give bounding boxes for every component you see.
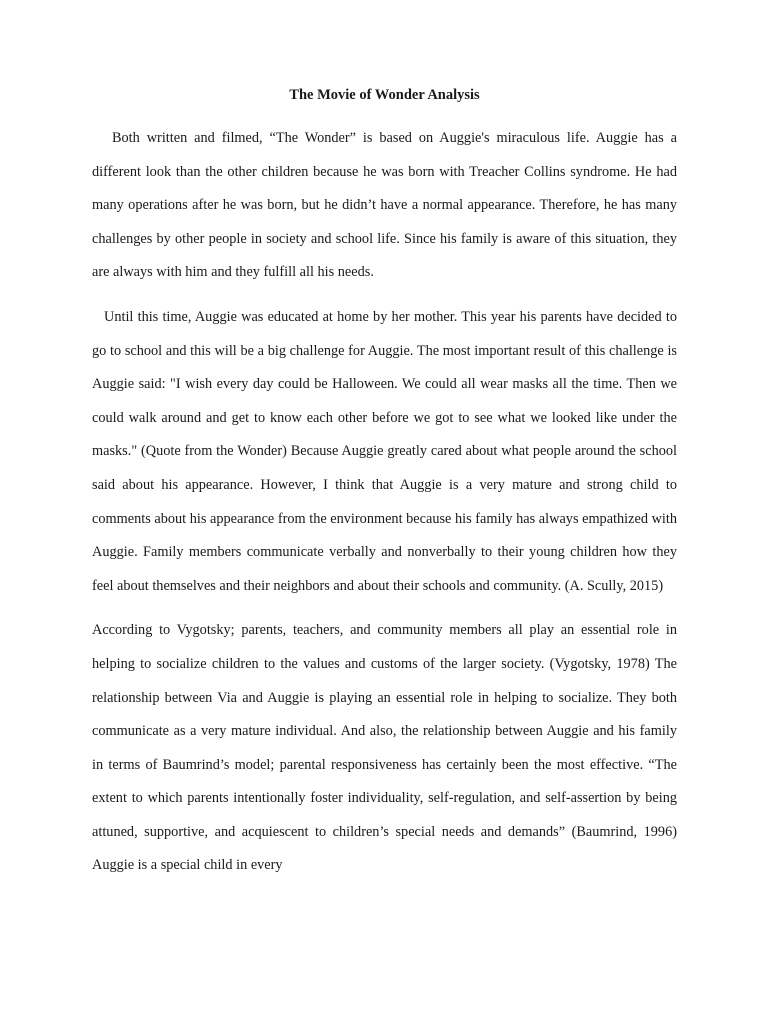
document-title: The Movie of Wonder Analysis [289, 87, 480, 103]
paragraph-2: Until this time, Auggie was educated at home by her mother. This year his parents have decided to go to school and this will be a big challenge for Auggie. The most important result of this challenge is Auggie said: "I wish every day could be Halloween. We could all wear masks all the time. Then we could walk around and get to know each other before we got to see what we looked like under the masks." (Quote from the Wonder) Because Auggie greatly cared about what people around the school said about his appearance. However, I think that Auggie is a very mature and strong child to comments about his appearance from the environment because his family has always empathized with Auggie. Family members communicate verbally and nonverbally to their young children how they feel about themselves and their neighbors and about their schools and community. (A. Scully, 2015) [92, 308, 677, 594]
document-page [92, 80, 677, 894]
paragraph-3: According to Vygotsky; parents, teachers, and community members all play an essential role in helping to socialize children to the values and customs of the larger society. (Vygotsky, 1978) The relationship between Via and Auggie is playing an essential role in helping to socialize. They both communicate as a very mature individual. And also, the relationship between Auggie and his family in terms of Baumrind’s model; parental responsiveness has certainly been the most effective. “The extent to which parents intentionally foster individuality, self-regulation, and self-assertion by being attuned, supportive, and acquiescent to children’s special needs and demands” (Baumrind, 1996) Auggie is a special child in every [92, 622, 677, 874]
paragraph-1: Both written and filmed, “The Wonder” is based on Auggie's miraculous life. Auggie has a different look than the other children because he was born with Treacher Collins syndrome. He had many operations after he was born, but he didn’t have a normal appearance. Therefore, he has many challenges by other people in society and school life. Since his family is aware of this situation, they are always with him and they fulfill all his needs. [92, 130, 677, 281]
